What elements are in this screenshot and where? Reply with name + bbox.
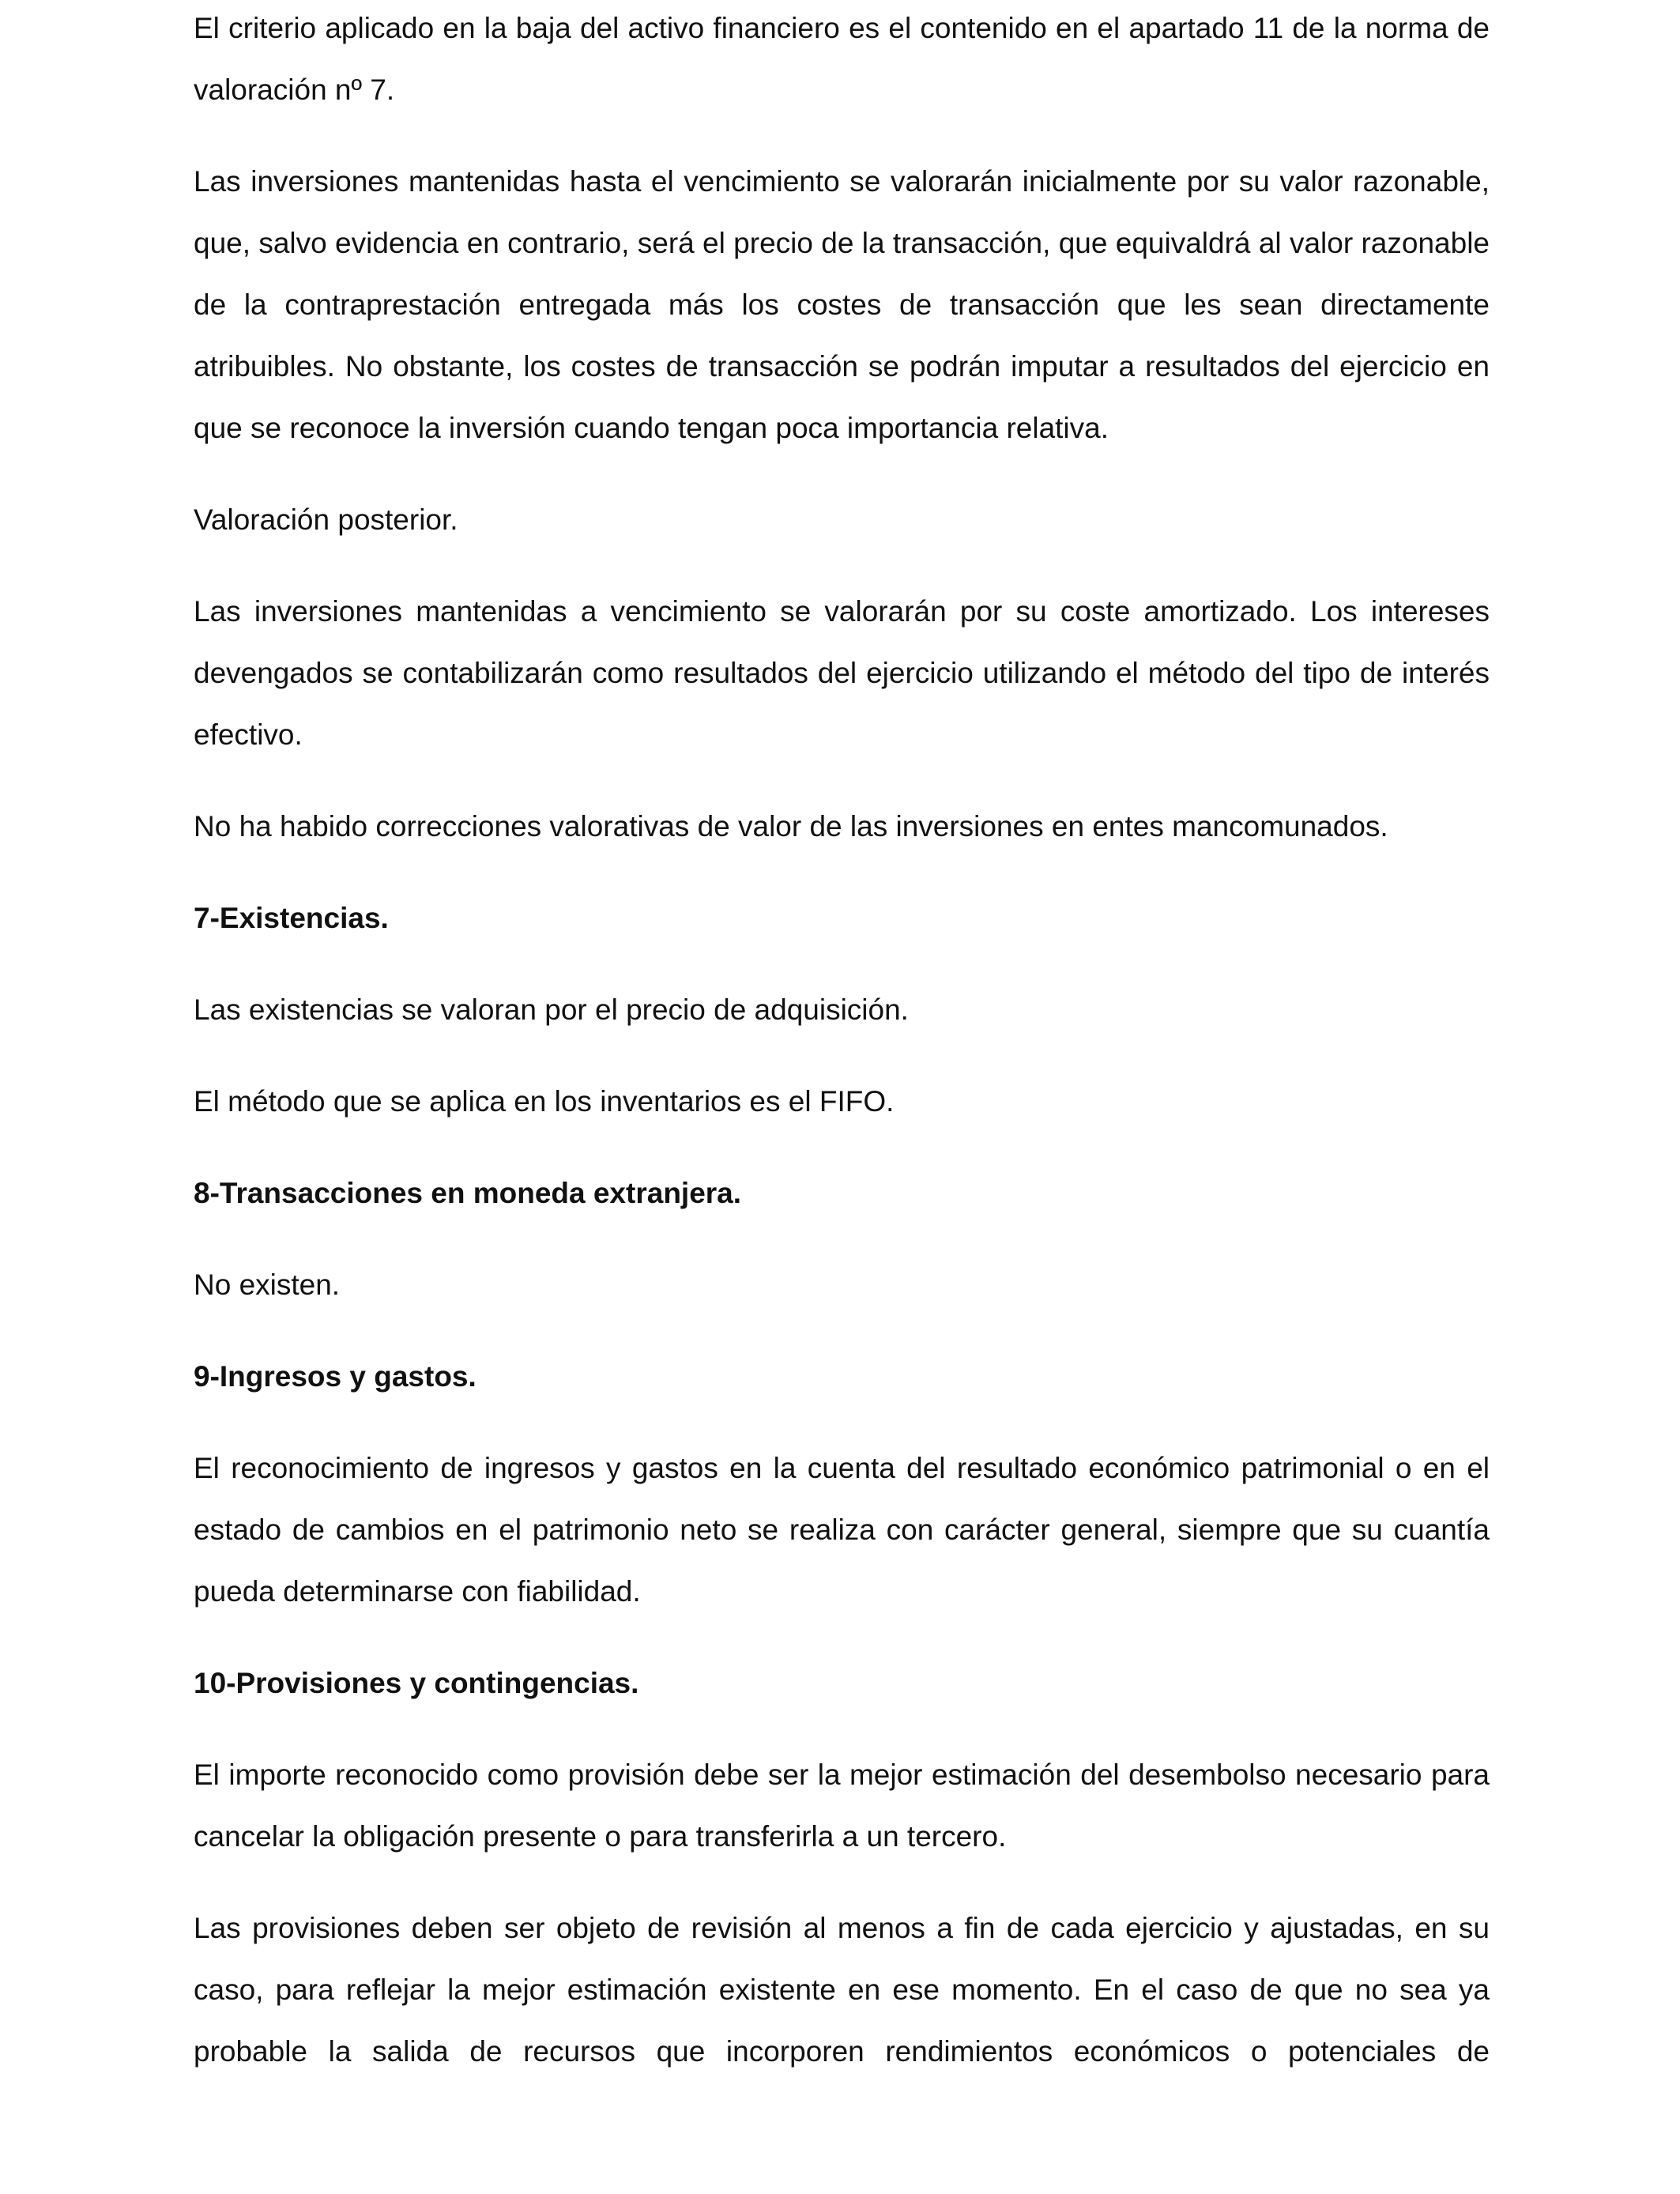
paragraph-revision-provisiones: Las provisiones deben ser objeto de revisión al menos a fin de cada ejercicio y ajustadas, en su caso, para reflejar la mejor estimación existente en ese momento. En el caso de que no sea ya probable la salida de recursos que incorporen rendimientos económicos o potenciales de xyxy=(194,1912,1490,2068)
document-body xyxy=(194,0,1490,2113)
heading-moneda-extranjera: 8-Transacciones en moneda extranjera. xyxy=(194,1177,742,1209)
paragraph-valoracion-posterior-label: Valoración posterior. xyxy=(194,503,458,536)
paragraph-baja-activo: El criterio aplicado en la baja del activo financiero es el contenido en el apartado 11 de la norma de valoración nº 7. xyxy=(194,12,1490,106)
heading-provisiones: 10-Provisiones y contingencias. xyxy=(194,1667,639,1699)
paragraph-reconocimiento-ingresos: El reconocimiento de ingresos y gastos en la cuenta del resultado económico patrimonial o en el estado de cambios en el patrimonio neto se realiza con carácter general, siempre que su cuantía pueda determinarse con fiabilidad. xyxy=(194,1452,1490,1608)
paragraph-coste-amortizado: Las inversiones mantenidas a vencimiento se valorarán por su coste amortizado. Los intereses devengados se contabilizarán como resultados del ejercicio utilizando el método del tipo de interés efectivo. xyxy=(194,595,1490,751)
paragraph-inversiones-valoracion-inicial: Las inversiones mantenidas hasta el vencimiento se valorarán inicialmente por su valor razonable, que, salvo evidencia en contrario, será el precio de la transacción, que equivaldrá al valor razonable de la contraprestación entregada más los costes de transacción que les sean directamente atribuibles. No obstante, los costes de transacción se podrán imputar a resultados del ejercicio en que se reconoce la inversión cuando tengan poca importancia relativa. xyxy=(194,165,1490,444)
heading-ingresos-gastos: 9-Ingresos y gastos. xyxy=(194,1360,477,1393)
paragraph-importe-provision: El importe reconocido como provisión debe ser la mejor estimación del desembolso necesario para cancelar la obligación presente o para transferirla a un tercero. xyxy=(194,1759,1490,1853)
paragraph-no-existen: No existen. xyxy=(194,1269,341,1301)
paragraph-metodo-fifo: El método que se aplica en los inventarios es el FIFO. xyxy=(194,1085,895,1118)
heading-existencias: 7-Existencias. xyxy=(194,902,389,934)
paragraph-existencias-precio: Las existencias se valoran por el precio de adquisición. xyxy=(194,993,909,1026)
paragraph-correcciones-valorativas: No ha habido correcciones valorativas de valor de las inversiones en entes mancomunados. xyxy=(194,810,1388,843)
